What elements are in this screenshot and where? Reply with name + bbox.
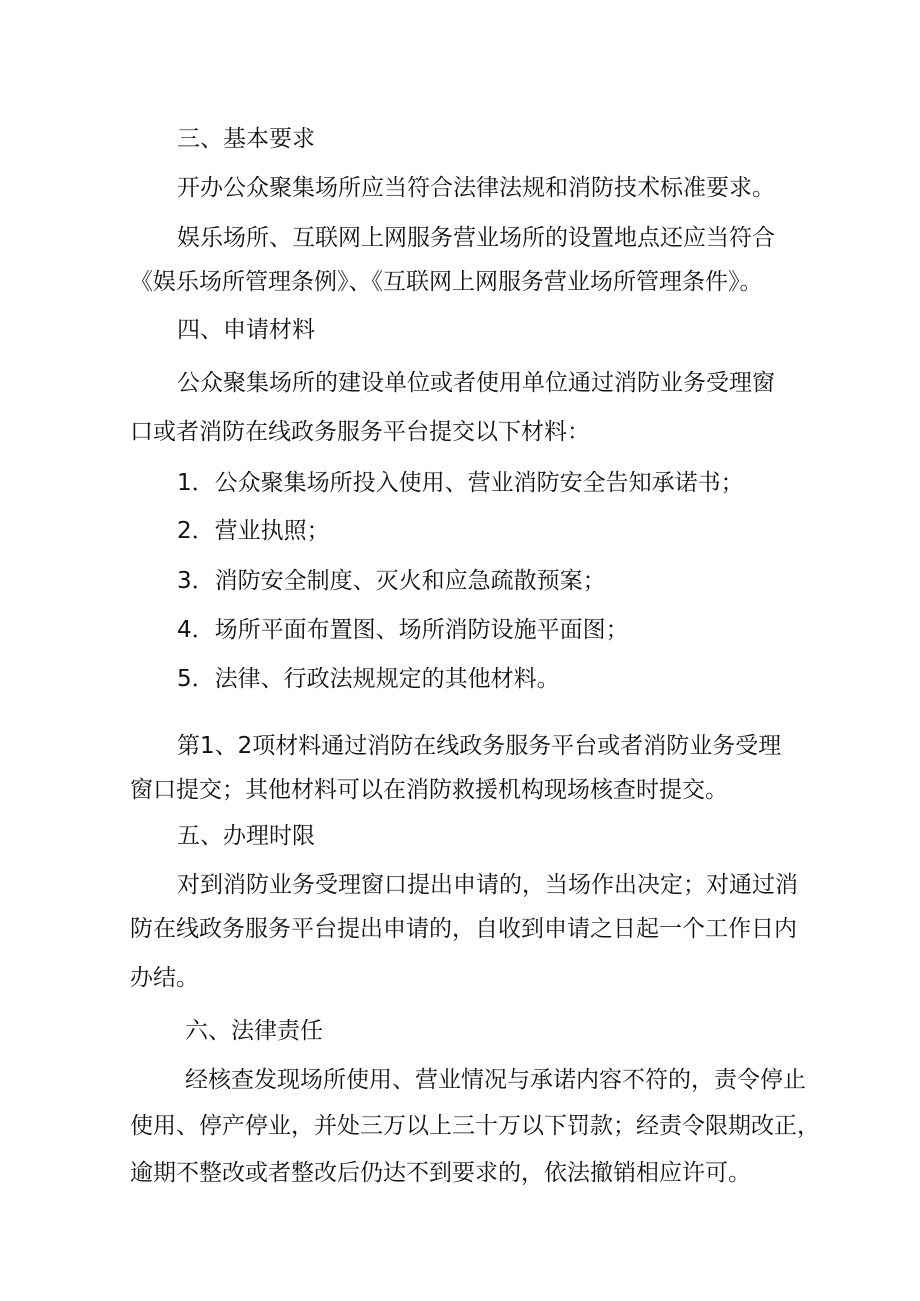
paragraph-line: 开办公众聚集场所应当符合法律法规和消防技术标准要求。 (177, 175, 775, 201)
paragraph-line: 窗口提交；其他材料可以在消防救援机构现场核查时提交。 (130, 777, 728, 803)
section-heading-application-materials: 四、申请材料 (177, 317, 315, 343)
paragraph-line: 办结。 (130, 965, 199, 991)
list-item: 4．场所平面布置图、场所消防设施平面图； (177, 617, 629, 643)
list-item: 3．消防安全制度、灭火和应急疏散预案； (177, 568, 606, 594)
paragraph-line: 《娱乐场所管理条例》、《互联网上网服务营业场所管理条件》。 (130, 269, 763, 295)
paragraph-line: 口或者消防在线政务服务平台提交以下材料： (130, 419, 590, 445)
section-heading-legal-liability: 六、法律责任 (185, 1018, 323, 1044)
paragraph-line: 逾期不整改或者整改后仍达不到要求的，依法撤销相应许可。 (130, 1160, 751, 1186)
paragraph-line: 防在线政务服务平台提出申请的，自收到申请之日起一个工作日内 (130, 916, 797, 942)
list-item: 1．公众聚集场所投入使用、营业消防安全告知承诺书； (177, 470, 744, 496)
paragraph-line: 公众聚集场所的建设单位或者使用单位通过消防业务受理窗 (177, 370, 775, 396)
paragraph-line: 第1、2项材料通过消防在线政务服务平台或者消防业务受理 (177, 733, 782, 759)
paragraph-line: 娱乐场所、互联网上网服务营业场所的设置地点还应当符合 (177, 225, 775, 251)
list-item: 2．营业执照； (177, 518, 330, 544)
section-heading-processing-time: 五、办理时限 (177, 823, 315, 849)
paragraph-line: 使用、停产停业，并处三万以上三十万以下罚款；经责令限期改正， (130, 1113, 820, 1139)
paragraph-line: 对到消防业务受理窗口提出申请的，当场作出决定；对通过消 (177, 872, 798, 898)
list-item: 5．法律、行政法规规定的其他材料。 (177, 666, 560, 692)
section-heading-basic-requirements: 三、基本要求 (177, 126, 315, 152)
paragraph-line: 经核查发现场所使用、营业情况与承诺内容不符的，责令停止 (185, 1067, 806, 1093)
